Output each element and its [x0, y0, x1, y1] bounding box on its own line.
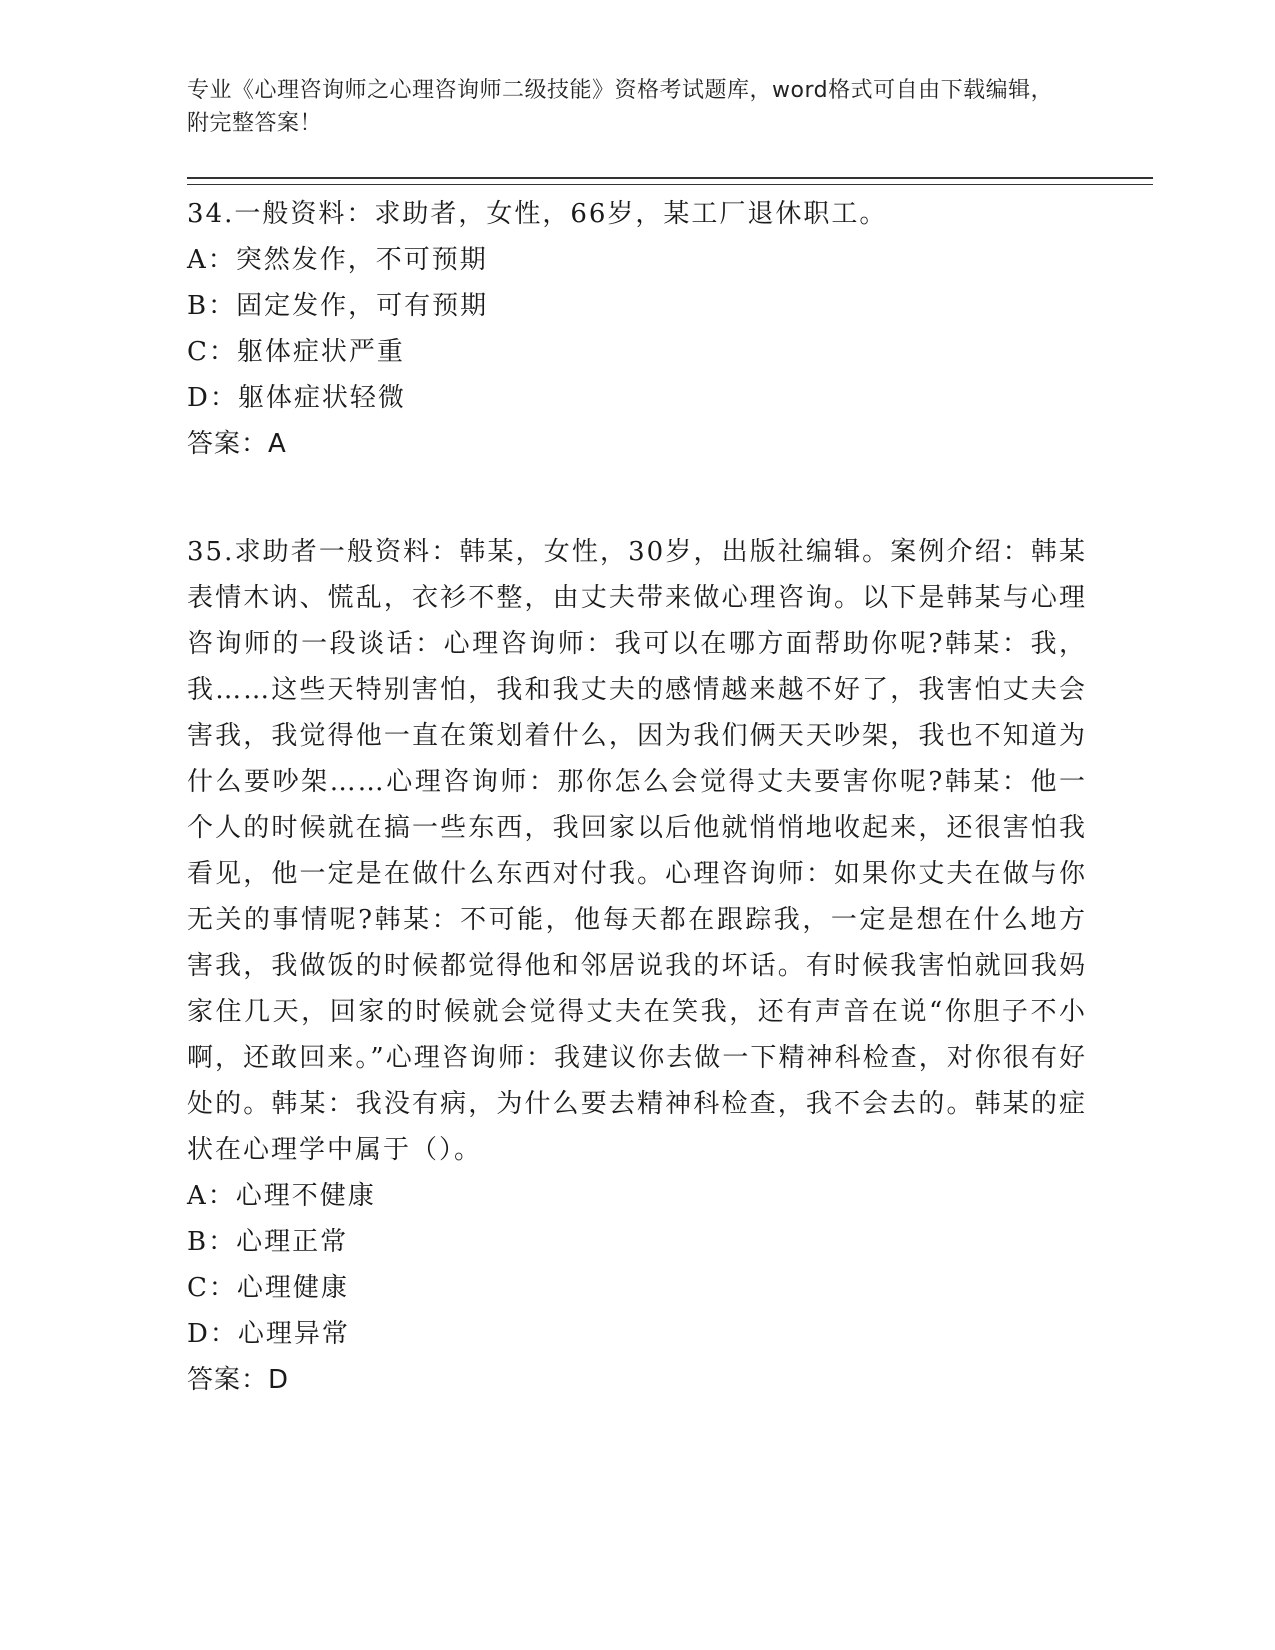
option-b: B：固定发作，可有预期 — [187, 291, 489, 321]
option-c: C：心理健康 — [187, 1273, 349, 1303]
answer-line: 答案：A — [187, 429, 287, 459]
question-list — [187, 191, 1087, 1403]
option-b: B：心理正常 — [187, 1227, 349, 1257]
option-c: C：躯体症状严重 — [187, 337, 405, 367]
header-text: 专业《心理咨询师之心理咨询师二级技能》资格考试题库，word格式可自由下载编辑，附完整答案！ — [187, 78, 1054, 136]
question-spacer — [187, 467, 1087, 529]
question-stem: 35.求助者一般资料：韩某，女性，30岁，出版社编辑。案例介绍：韩某表情木讷、慌乱，衣衫不整，由丈夫带来做心理咨询。以下是韩某与心理咨询师的一段谈话：心理咨询师：我可以在哪方面帮助你呢?韩某：我，我……这些天特别害怕，我和我丈夫的感情越来越不好了，我害怕丈夫会害我，我觉得他一直在策划着什么，因为我们俩天天吵架，我也不知道为什么要吵架……心理咨询师：那你怎么会觉得丈夫要害你呢?韩某：他一个人的时候就在搞一些东西，我回家以后他就悄悄地收起来，还很害怕我看见，他一定是在做什么东西对付我。心理咨询师：如果你丈夫在做与你无关的事情呢?韩某：不可能，他每天都在跟踪我，一定是想在什么地方害我，我做饭的时候都觉得他和邻居说我的坏话。有时候我害怕就回我妈家住几天，回家的时候就会觉得丈夫在笑我，还有声音在说“你胆子不小啊，还敢回来。”心理咨询师：我建议你去做一下精神科检查，对你很有好处的。韩某：我没有病，为什么要去精神科检查，我不会去的。韩某的症状在心理学中属于（）。 — [187, 537, 1087, 1165]
option-a: A：突然发作，不可预期 — [187, 245, 488, 275]
page-header — [187, 74, 1067, 140]
question-35 — [187, 529, 1087, 1403]
question-stem: 34.一般资料：求助者，女性，66岁，某工厂退休职工。 — [187, 199, 888, 229]
answer-line: 答案：D — [187, 1365, 290, 1395]
option-a: A：心理不健康 — [187, 1181, 376, 1211]
question-34 — [187, 191, 1087, 467]
option-d: D：躯体症状轻微 — [187, 383, 406, 413]
header-divider — [187, 177, 1153, 185]
option-d: D：心理异常 — [187, 1319, 350, 1349]
